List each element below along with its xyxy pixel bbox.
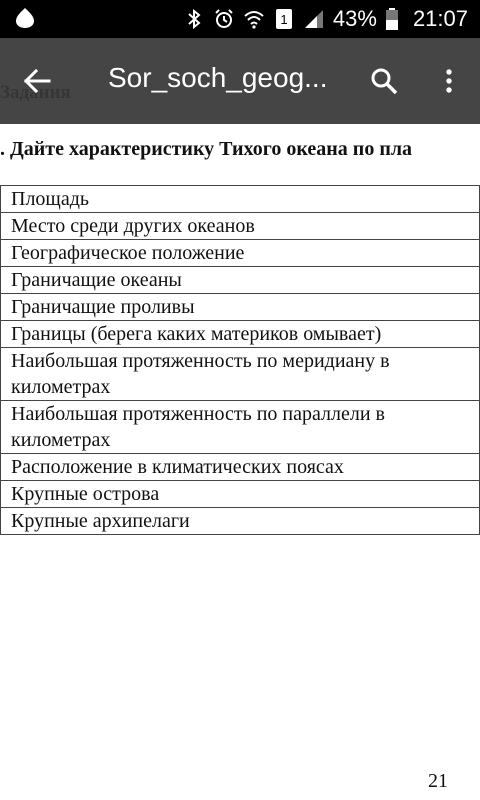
row-label-line: Граничащие океаны [11,269,182,291]
row-label-line: Место среди других океанов [11,215,255,237]
row-label-line: Географическое положение [11,242,245,264]
table-row [1,294,480,321]
more-vert-icon[interactable] [434,66,464,96]
row-label [1,454,480,481]
row-label [1,401,480,454]
sim-icon [273,8,295,30]
android-icon [14,6,36,30]
svg-text:1: 1 [280,12,288,27]
table-row [1,240,480,267]
row-label [1,321,480,348]
wifi-icon [243,8,265,30]
task-heading: . Дайте характеристику Тихого океана по пла [0,138,413,160]
app-bar [0,38,480,124]
status-bar [0,0,480,38]
row-label [1,240,480,267]
battery-percent: 43% [332,6,377,31]
row-label [1,294,480,321]
row-label-line: Границы (берега каких материков омывает) [11,323,382,345]
row-label-line: Граничащие проливы [11,296,195,318]
signal-icon [303,8,325,30]
row-label-line: Расположение в климатических поясах [11,456,344,478]
clock: 21:07 [412,6,468,31]
status-icons [183,0,468,38]
alarm-icon [213,8,235,30]
table-row [1,213,480,240]
row-label-line: Наибольшая протяженность по меридиану в [11,350,390,372]
bluetooth-icon [183,8,205,30]
row-label-line: километрах [11,429,111,451]
row-label [1,508,480,535]
page-number: 21 [428,770,448,792]
row-label [1,348,480,401]
table-row [1,321,480,348]
row-label-line: километрах [11,376,111,398]
row-label-line: Наибольшая протяженность по параллели в [11,403,386,425]
document-view[interactable] [0,38,480,800]
table-row [1,186,480,213]
table-row [1,401,480,454]
table-row [1,508,480,535]
row-label [1,481,480,508]
criteria-table [0,185,480,535]
row-label [1,213,480,240]
row-label [1,186,480,213]
battery-icon [385,8,399,30]
back-arrow-icon[interactable] [22,66,52,96]
table-row [1,481,480,508]
search-icon[interactable] [369,66,399,96]
row-label-line: Крупные острова [11,483,160,505]
table-row [1,454,480,481]
document-title: Sor_soch_geog... [108,62,328,93]
row-label-line: Площадь [11,188,89,210]
row-label [1,267,480,294]
table-row [1,267,480,294]
row-label-line: Крупные архипелаги [11,510,190,532]
table-row [1,348,480,401]
